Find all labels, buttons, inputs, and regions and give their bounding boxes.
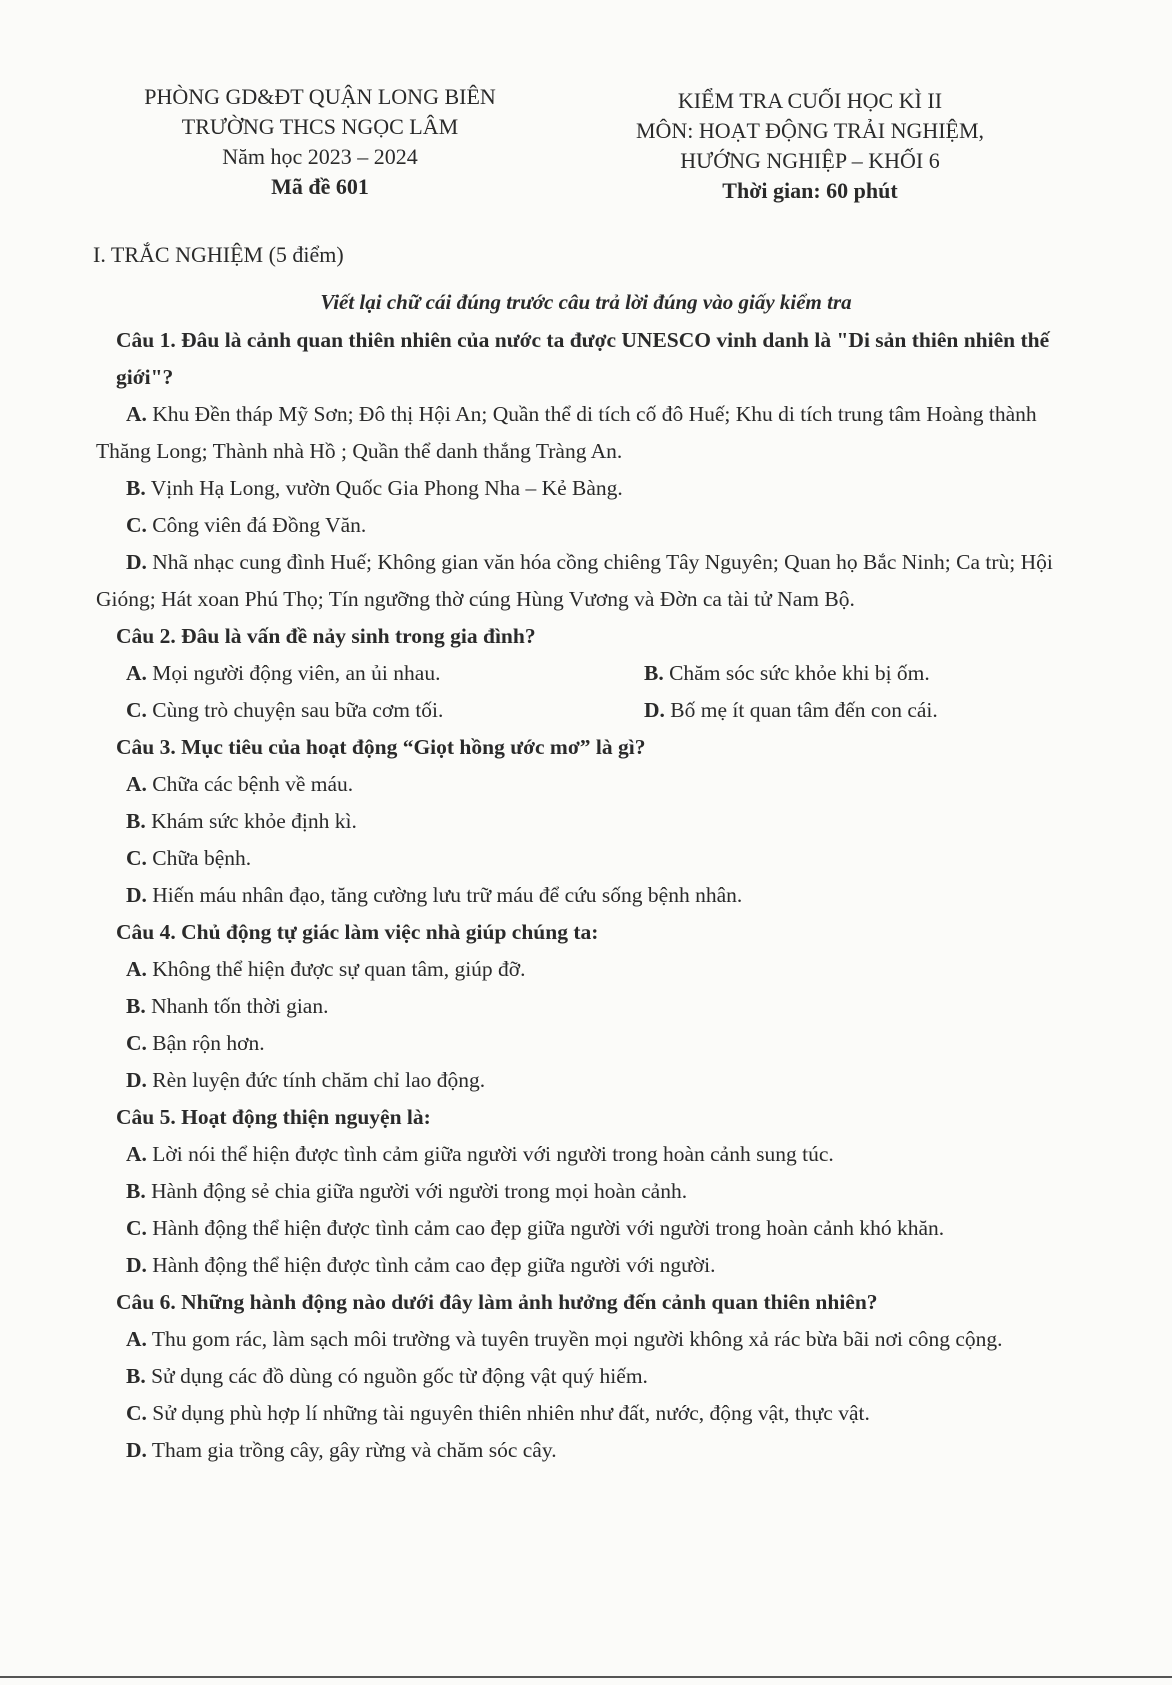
option-text: Hành động thể hiện được tình cảm cao đẹp giữa người với người trong hoàn cảnh khó khăn.	[152, 1216, 945, 1240]
option-text: Công viên đá Đồng Văn.	[152, 513, 367, 537]
option-letter: D.	[126, 1253, 147, 1277]
option-text: Chữa các bệnh về máu.	[152, 772, 354, 796]
q4-option-d	[96, 1062, 1086, 1099]
q2-option-c	[96, 692, 644, 729]
q5-option-b	[96, 1173, 1086, 1210]
exam-code: Mã đề 601	[271, 174, 369, 199]
option-letter: C.	[126, 1401, 147, 1425]
q2-option-a	[96, 655, 644, 692]
q2-option-d	[644, 692, 1086, 729]
option-letter: A.	[126, 402, 147, 426]
q2-row-2	[96, 692, 1086, 729]
grade-line: HƯỚNG NGHIỆP – KHỐI 6	[680, 148, 940, 173]
option-text: Thu gom rác, làm sạch môi trường và tuyên truyền mọi người không xả rác bừa bãi nơi công cộng.	[151, 1327, 1003, 1351]
q2-option-b	[644, 655, 1086, 692]
option-letter: C.	[126, 513, 147, 537]
option-letter: A.	[126, 1142, 147, 1166]
q3-option-a	[96, 766, 1086, 803]
option-letter: A.	[126, 661, 147, 685]
q1-option-a	[96, 396, 1086, 470]
option-letter: C.	[126, 698, 147, 722]
subject-line: MÔN: HOẠT ĐỘNG TRẢI NGHIỆM,	[635, 118, 985, 143]
q3-option-d	[96, 877, 1086, 914]
option-text: Sử dụng các đồ dùng có nguồn gốc từ động vật quý hiếm.	[151, 1364, 648, 1388]
option-text: Cùng trò chuyện sau bữa cơm tối.	[152, 698, 444, 722]
q3-option-b	[96, 803, 1086, 840]
school-year: Năm học 2023 – 2024	[222, 144, 418, 169]
option-letter: B.	[644, 661, 664, 685]
q1-option-b	[96, 470, 1086, 507]
option-text: Bận rộn hơn.	[152, 1031, 265, 1055]
question-5: Câu 5. Hoạt động thiện nguyện là:	[116, 1105, 431, 1129]
option-letter: C.	[126, 1031, 147, 1055]
q1-option-c	[96, 507, 1086, 544]
school-header	[90, 82, 550, 202]
option-text: Nhã nhạc cung đình Huế; Không gian văn hóa cồng chiêng Tây Nguyên; Quan họ Bắc Ninh; Ca trù; Hội Gióng; Hát xoan Phú Thọ; Tín ngưỡng thờ cúng Hùng Vương và Đờn ca tài tử Nam Bộ.	[96, 550, 1053, 611]
option-text: Tham gia trồng cây, gây rừng và chăm sóc cây.	[151, 1438, 557, 1462]
q6-option-c	[96, 1395, 1086, 1432]
q6-option-a	[96, 1321, 1086, 1358]
option-text: Chăm sóc sức khỏe khi bị ốm.	[669, 661, 930, 685]
question-3: Câu 3. Mục tiêu của hoạt động “Giọt hồng ước mơ” là gì?	[116, 735, 646, 759]
option-letter: D.	[126, 1438, 147, 1462]
exam-header	[560, 86, 1060, 206]
option-letter: A.	[126, 957, 147, 981]
question-1: Câu 1. Đâu là cảnh quan thiên nhiên của nước ta được UNESCO vinh danh là "Di sản thiên nhiên thế giới"?	[116, 328, 1050, 389]
q5-option-a	[96, 1136, 1086, 1173]
option-text: Sử dụng phù hợp lí những tài nguyên thiên nhiên như đất, nước, động vật, thực vật.	[152, 1401, 870, 1425]
q5-option-d	[96, 1247, 1086, 1284]
option-letter: D.	[126, 550, 147, 574]
department-name: PHÒNG GD&ĐT QUẬN LONG BIÊN	[144, 84, 496, 109]
option-letter: B.	[126, 1364, 146, 1388]
q6-option-d	[96, 1432, 1086, 1469]
option-letter: D.	[644, 698, 665, 722]
instruction: Viết lại chữ cái đúng trước câu trả lời đúng vào giấy kiểm tra	[320, 290, 852, 314]
option-letter: A.	[126, 772, 147, 796]
option-text: Khám sức khỏe định kì.	[151, 809, 357, 833]
option-text: Mọi người động viên, an ủi nhau.	[152, 661, 441, 685]
option-text: Hiến máu nhân đạo, tăng cường lưu trữ máu để cứu sống bệnh nhân.	[152, 883, 743, 907]
page-edge-line	[0, 1676, 1172, 1678]
exam-title: KIỂM TRA CUỐI HỌC KÌ II	[677, 88, 943, 113]
question-2: Câu 2. Đâu là vấn đề nảy sinh trong gia đình?	[116, 624, 536, 648]
section-title: I. TRẮC NGHIỆM (5 điểm)	[93, 242, 344, 267]
option-letter: C.	[126, 846, 147, 870]
option-text: Bố mẹ ít quan tâm đến con cái.	[670, 698, 938, 722]
q3-option-c	[96, 840, 1086, 877]
question-6: Câu 6. Những hành động nào dưới đây làm ảnh hưởng đến cảnh quan thiên nhiên?	[116, 1290, 878, 1314]
question-4: Câu 4. Chủ động tự giác làm việc nhà giúp chúng ta:	[116, 920, 599, 944]
option-text: Lời nói thể hiện được tình cảm giữa người với người trong hoàn cảnh sung túc.	[152, 1142, 834, 1166]
option-letter: B.	[126, 994, 146, 1018]
q1-option-d	[96, 544, 1086, 618]
option-text: Khu Đền tháp Mỹ Sơn; Đô thị Hội An; Quần thể di tích cố đô Huế; Khu di tích trung tâm Hoàng thành Thăng Long; Thành nhà Hồ ; Quần thể danh thắng Tràng An.	[96, 402, 1037, 463]
q6-option-b	[96, 1358, 1086, 1395]
duration: Thời gian: 60 phút	[722, 178, 898, 203]
school-name: TRƯỜNG THCS NGỌC LÂM	[181, 114, 459, 139]
option-letter: D.	[126, 883, 147, 907]
option-letter: A.	[126, 1327, 147, 1351]
option-text: Không thể hiện được sự quan tâm, giúp đỡ.	[152, 957, 526, 981]
option-letter: B.	[126, 809, 146, 833]
q5-option-c	[96, 1210, 1086, 1247]
option-letter: C.	[126, 1216, 147, 1240]
option-text: Nhanh tốn thời gian.	[151, 994, 329, 1018]
option-text: Rèn luyện đức tính chăm chỉ lao động.	[152, 1068, 486, 1092]
q4-option-b	[96, 988, 1086, 1025]
option-letter: B.	[126, 476, 146, 500]
option-text: Hành động sẻ chia giữa người với người trong mọi hoàn cảnh.	[151, 1179, 688, 1203]
option-text: Chữa bệnh.	[152, 846, 252, 870]
option-letter: B.	[126, 1179, 146, 1203]
option-text: Vịnh Hạ Long, vườn Quốc Gia Phong Nha – Kẻ Bàng.	[150, 476, 623, 500]
questions	[96, 322, 1086, 1469]
q2-row-1	[96, 655, 1086, 692]
option-letter: D.	[126, 1068, 147, 1092]
q4-option-a	[96, 951, 1086, 988]
option-text: Hành động thể hiện được tình cảm cao đẹp giữa người với người.	[152, 1253, 716, 1277]
q4-option-c	[96, 1025, 1086, 1062]
